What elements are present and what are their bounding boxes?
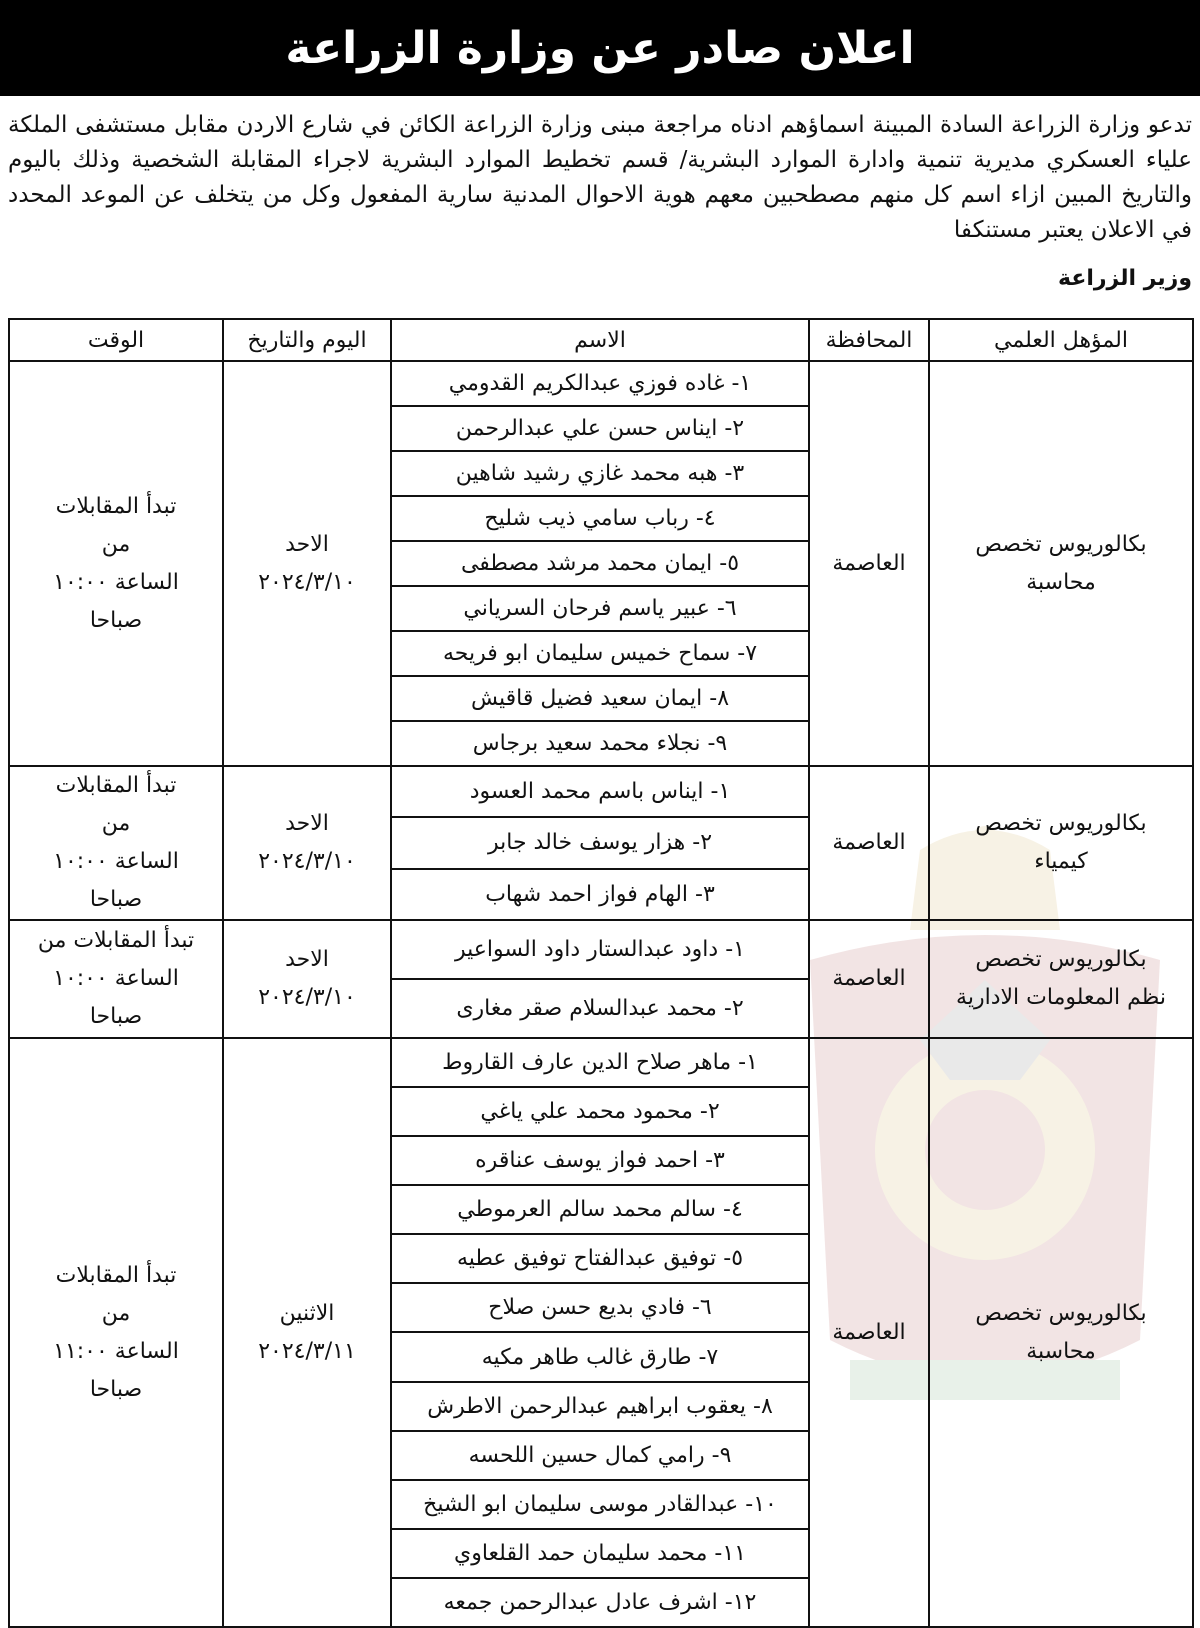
- list-item: ٨- يعقوب ابراهيم عبدالرحمن الاطرش: [392, 1383, 808, 1432]
- time-cell: تبدأ المقابلات من الساعة ١١:٠٠ صباحا: [9, 1038, 223, 1627]
- list-item: ٢- هزار يوسف خالد جابر: [392, 818, 808, 869]
- governorate-cell: العاصمة: [809, 1038, 929, 1627]
- list-item: ٢- محمود محمد علي ياغي: [392, 1088, 808, 1137]
- day-date-cell: الاحد ٢٠٢٤/٣/١٠: [223, 766, 391, 920]
- header-governorate: المحافظة: [809, 319, 929, 361]
- names-cell: [391, 361, 809, 766]
- day-date-cell: الاحد ٢٠٢٤/٣/١٠: [223, 920, 391, 1038]
- table-header-row: [9, 319, 1193, 361]
- list-item: ٩- رامي كمال حسين اللحسه: [392, 1432, 808, 1481]
- qualification-cell: بكالوريوس تخصص محاسبة: [929, 361, 1193, 766]
- list-item: ٢- محمد عبدالسلام صقر مغارى: [456, 996, 744, 1021]
- header-name: الاسم: [391, 319, 809, 361]
- names-cell: [391, 1038, 809, 1627]
- day-date-cell: الاحد ٢٠٢٤/٣/١٠: [223, 361, 391, 766]
- time-cell: تبدأ المقابلات من الساعة ١٠:٠٠ صباحا: [9, 766, 223, 920]
- list-item: ١٠- عبدالقادر موسى سليمان ابو الشيخ: [392, 1481, 808, 1530]
- qualification-cell: بكالوريوس تخصص محاسبة: [929, 1038, 1193, 1627]
- list-item: ١- داود عبدالستار داود السواعير: [392, 921, 808, 980]
- list-item: ٥- ايمان محمد مرشد مصطفى: [392, 542, 808, 587]
- governorate-cell: العاصمة: [809, 766, 929, 920]
- time-cell: تبدأ المقابلات من الساعة ١٠:٠٠ صباحا: [9, 361, 223, 766]
- list-item: ١- غاده فوزي عبدالكريم القدومي: [392, 362, 808, 407]
- list-item: ٣- هبه محمد غازي رشيد شاهين: [392, 452, 808, 497]
- list-item: ١- ايناس باسم محمد العسود: [392, 767, 808, 818]
- qualification-cell: بكالوريوس تخصص كيمياء: [929, 766, 1193, 920]
- intro-paragraph: تدعو وزارة الزراعة السادة المبينة اسماؤهم ادناه مراجعة مبنى وزارة الزراعة الكائن في شارع الاردن مقابل مستشفى الملكة علياء العسكري مديرية تنمية وادارة الموارد البشرية/ قسم تخطيط الموارد البشرية لاجراء المقابلة الشخصية وذلك باليوم والتاريخ المبين ازاء اسم كل منهم مصطحبين معهم هوية الاحوال المدنية سارية المفعول وكل من يتخلف عن الموعد المحدد في الاعلان يعتبر مستنكفا: [8, 112, 1192, 243]
- header-qualification: المؤهل العلمي: [929, 319, 1193, 361]
- list-item: ١٢- اشرف عادل عبدالرحمن جمعه: [443, 1589, 757, 1615]
- list-item: ٦- عبير ياسم فرحان السرياني: [392, 587, 808, 632]
- list-item: ٧- طارق غالب طاهر مكيه: [392, 1333, 808, 1382]
- announcement-title: اعلان صادر عن وزارة الزراعة: [285, 22, 915, 74]
- time-cell: تبدأ المقابلات من الساعة ١٠:٠٠ صباحا: [9, 920, 223, 1038]
- governorate-cell: العاصمة: [809, 920, 929, 1038]
- list-item: ٤- سالم محمد سالم العرموطي: [392, 1186, 808, 1235]
- list-item: ٥- توفيق عبدالفتاح توفيق عطيه: [392, 1235, 808, 1284]
- day-date-cell: الاثنين ٢٠٢٤/٣/١١: [223, 1038, 391, 1627]
- names-cell: [391, 766, 809, 920]
- table-row: [9, 1038, 1193, 1627]
- header-time: الوقت: [9, 319, 223, 361]
- list-item: ٩- نجلاء محمد سعيد برجاس: [472, 731, 728, 756]
- table-row: [9, 920, 1193, 1038]
- header-day-date: اليوم والتاريخ: [223, 319, 391, 361]
- minister-signature: وزير الزراعة: [1057, 266, 1192, 291]
- qualification-cell: بكالوريوس تخصص نظم المعلومات الادارية: [929, 920, 1193, 1038]
- announcement-header: [0, 0, 1200, 96]
- list-item: ٣- احمد فواز يوسف عناقره: [392, 1137, 808, 1186]
- candidates-table: [8, 318, 1194, 1628]
- list-item: ٤- رباب سامي ذيب شليح: [392, 497, 808, 542]
- names-cell: [391, 920, 809, 1038]
- list-item: ٢- ايناس حسن علي عبدالرحمن: [392, 407, 808, 452]
- table-row: [9, 766, 1193, 920]
- list-item: ٨- ايمان سعيد فضيل قاقيش: [392, 677, 808, 722]
- table-row: [9, 361, 1193, 766]
- list-item: ٦- فادي بديع حسن صلاح: [392, 1284, 808, 1333]
- governorate-cell: العاصمة: [809, 361, 929, 766]
- list-item: ٧- سماح خميس سليمان ابو فريحه: [392, 632, 808, 677]
- list-item: ١- ماهر صلاح الدين عارف القاروط: [392, 1039, 808, 1088]
- list-item: ١١- محمد سليمان حمد القلعاوي: [392, 1530, 808, 1579]
- list-item: ٣- الهام فواز احمد شهاب: [485, 881, 715, 907]
